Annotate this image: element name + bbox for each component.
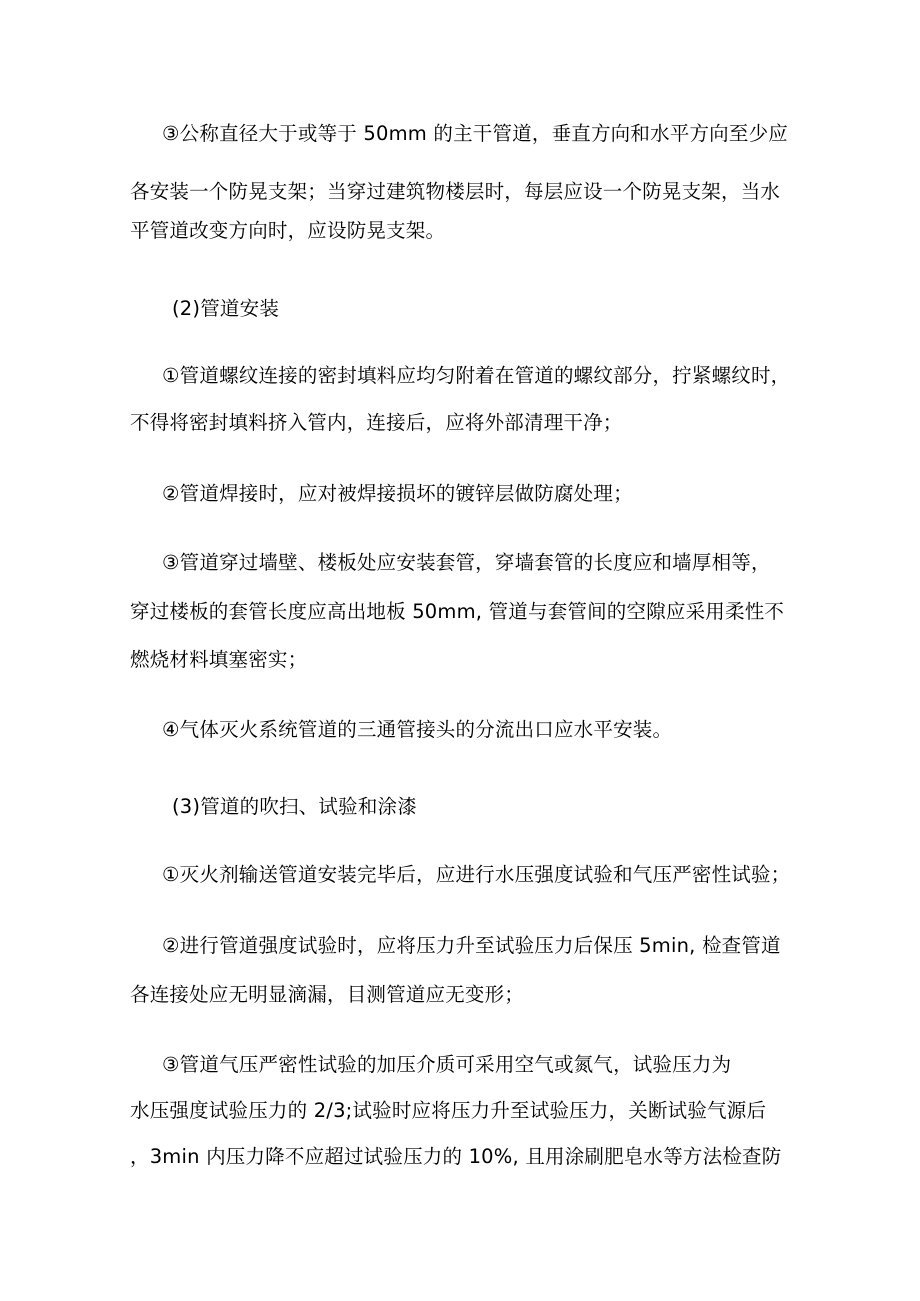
paragraph-4-line-1: ③管道穿过墙壁、楼板处应安装套管，穿墙套管的长度应和墙厚相等， <box>162 551 771 574</box>
paragraph-1-line-3: 平管道改变方向时，应设防晃支架。 <box>130 219 446 242</box>
section-heading-2: (2)管道安装 <box>172 297 280 320</box>
section-heading-3: (3)管道的吹扫、试验和涂漆 <box>172 795 417 818</box>
paragraph-8-line-3: ，3min 内压力降不应超过试验压力的 10%, 且用涂刷肥皂水等方法检查防 <box>130 1145 782 1168</box>
paragraph-7-line-1: ②进行管道强度试验时，应将压力升至试验压力后保压 5min, 检查管道 <box>162 934 781 957</box>
paragraph-8-line-2: 水压强度试验压力的 2/3;试验时应将压力升至试验压力，关断试验气源后 <box>130 1099 767 1122</box>
paragraph-2-line-1: ①管道螺纹连接的密封填料应均匀附着在管道的螺纹部分，拧紧螺纹时， <box>162 364 791 387</box>
paragraph-7-line-2: 各连接处应无明显滴漏，目测管道应无变形； <box>130 983 525 1006</box>
paragraph-4-line-2: 穿过楼板的套管长度应高出地板 50mm, 管道与套管间的空隙应采用柔性不 <box>130 600 785 623</box>
paragraph-5-line-1: ④气体灭火系统管道的三通管接头的分流出口应水平安装。 <box>162 718 673 741</box>
paragraph-2-line-2: 不得将密封填料挤入管内，连接后，应将外部清理干净； <box>130 411 623 434</box>
paragraph-1-line-1: ③公称直径大于或等于 50mm 的主干管道，垂直方向和水平方向至少应 <box>162 122 788 145</box>
paragraph-1-line-2: 各安装一个防晃支架；当穿过建筑物楼层时，每层应设一个防晃支架，当水 <box>130 180 781 203</box>
paragraph-8-line-1: ③管道气压严密性试验的加压介质可采用空气或氮气，试验压力为 <box>162 1053 732 1076</box>
paragraph-3-line-1: ②管道焊接时，应对被焊接损坏的镀锌层做防腐处理； <box>162 482 633 505</box>
paragraph-6-line-1: ①灭火剂输送管道安装完毕后，应进行水压强度试验和气压严密性试验； <box>162 863 791 886</box>
paragraph-4-line-3: 燃烧材料填塞密实； <box>130 648 308 671</box>
